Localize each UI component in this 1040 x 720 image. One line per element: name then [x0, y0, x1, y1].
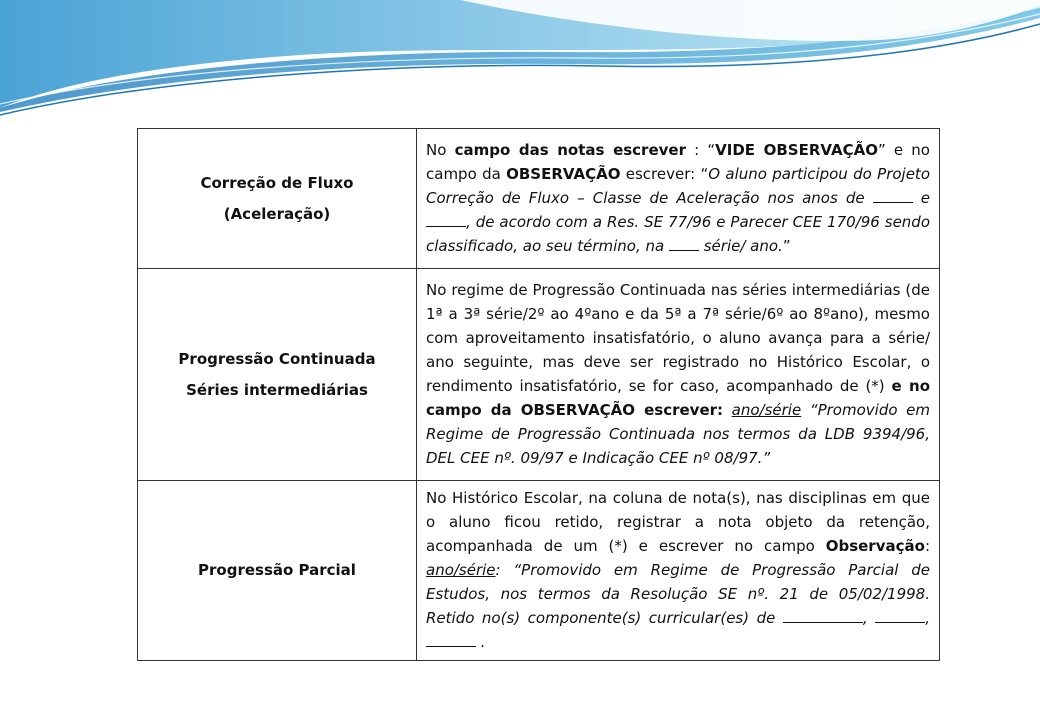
- row-label: [138, 269, 417, 481]
- text: ”: [782, 237, 791, 255]
- row-label-line: Progressão Parcial: [198, 561, 356, 579]
- italic-text: ,: [925, 609, 930, 627]
- text: escrever: “: [620, 165, 709, 183]
- bold-text: campo das notas escrever: [454, 141, 686, 159]
- header-wave-banner: [0, 0, 1040, 120]
- table-row: [138, 269, 940, 481]
- row-label-line: Correção de Fluxo: [200, 173, 354, 192]
- italic-text: e: [912, 189, 931, 207]
- bold-text: e no campo da OBSERVAÇÃO escrever:: [426, 377, 930, 419]
- fill-in-blank: [426, 632, 476, 647]
- italic-text: O aluno participou do Projeto Correção de Fluxo – Classe de Aceleração nos anos de: [426, 165, 930, 207]
- italic-text: série/ ano.: [698, 237, 783, 255]
- italic-text: : “Promovido em Regime de Progressão Parcial de Estudos, nos termos da Resolução SE nº. 21 de 05/02/1998. Retido no(s) componente(s) curricular(es) de: [426, 561, 930, 627]
- table-row: [138, 481, 940, 661]
- row-label: [138, 129, 417, 269]
- row-label-line: Séries intermediárias: [186, 380, 368, 399]
- fill-in-blank: [873, 188, 913, 203]
- row-content: [417, 481, 940, 661]
- text: : “: [685, 141, 716, 159]
- underlined-italic-text: ano/série: [426, 561, 496, 579]
- text: [723, 401, 732, 419]
- bold-text: VIDE OBSERVAÇÃO: [715, 141, 878, 159]
- bold-text: OBSERVAÇÃO: [506, 165, 621, 183]
- row-content: [417, 129, 940, 269]
- fill-in-blank: [426, 212, 466, 227]
- underlined-italic-text: ano/série: [731, 401, 802, 419]
- fill-in-blank: [875, 608, 925, 623]
- text: No regime de Progressão Continuada nas séries intermediárias (de 1ª a 3ª série/2º ao 4ºano e da 5ª a 7ª série/6º ao 8ºano), mesmo com aproveitamento insatisfatório, o aluno avança para a série/ ano seguinte, mas deve ser registrado no Histórico Escolar, o rendimento insatisfatório, se for caso, acompanhado de (*): [426, 281, 930, 395]
- table-row: [138, 129, 940, 269]
- italic-text: .: [476, 633, 486, 651]
- row-content: [417, 269, 940, 481]
- bold-text: Observação: [825, 537, 925, 555]
- italic-text: ,: [862, 609, 876, 627]
- fill-in-blank: [783, 608, 863, 623]
- classification-rules-table: [137, 128, 940, 661]
- text: No: [426, 141, 455, 159]
- text: :: [924, 537, 930, 555]
- italic-text: , de acordo com a Res. SE 77/96 e Parecer CEE 170/96 sendo classificado, ao seu término, na: [426, 213, 930, 255]
- text: No Histórico Escolar, na coluna de nota(s), nas disciplinas em que o aluno ficou retido, registrar a nota objeto da retenção, acompanhada de um (*) e escrever no campo: [426, 489, 930, 555]
- row-label-line: (Aceleração): [223, 204, 331, 223]
- row-label: [138, 481, 417, 661]
- row-label-line: Progressão Continuada: [178, 349, 376, 368]
- fill-in-blank: [669, 236, 699, 251]
- text: ” e no campo da: [426, 141, 930, 183]
- italic-text: “Promovido em Regime de Progressão Continuada nos termos da LDB 9394/96, DEL CEE nº. 09/97 e Indicação CEE nº 08/97.”: [426, 401, 930, 467]
